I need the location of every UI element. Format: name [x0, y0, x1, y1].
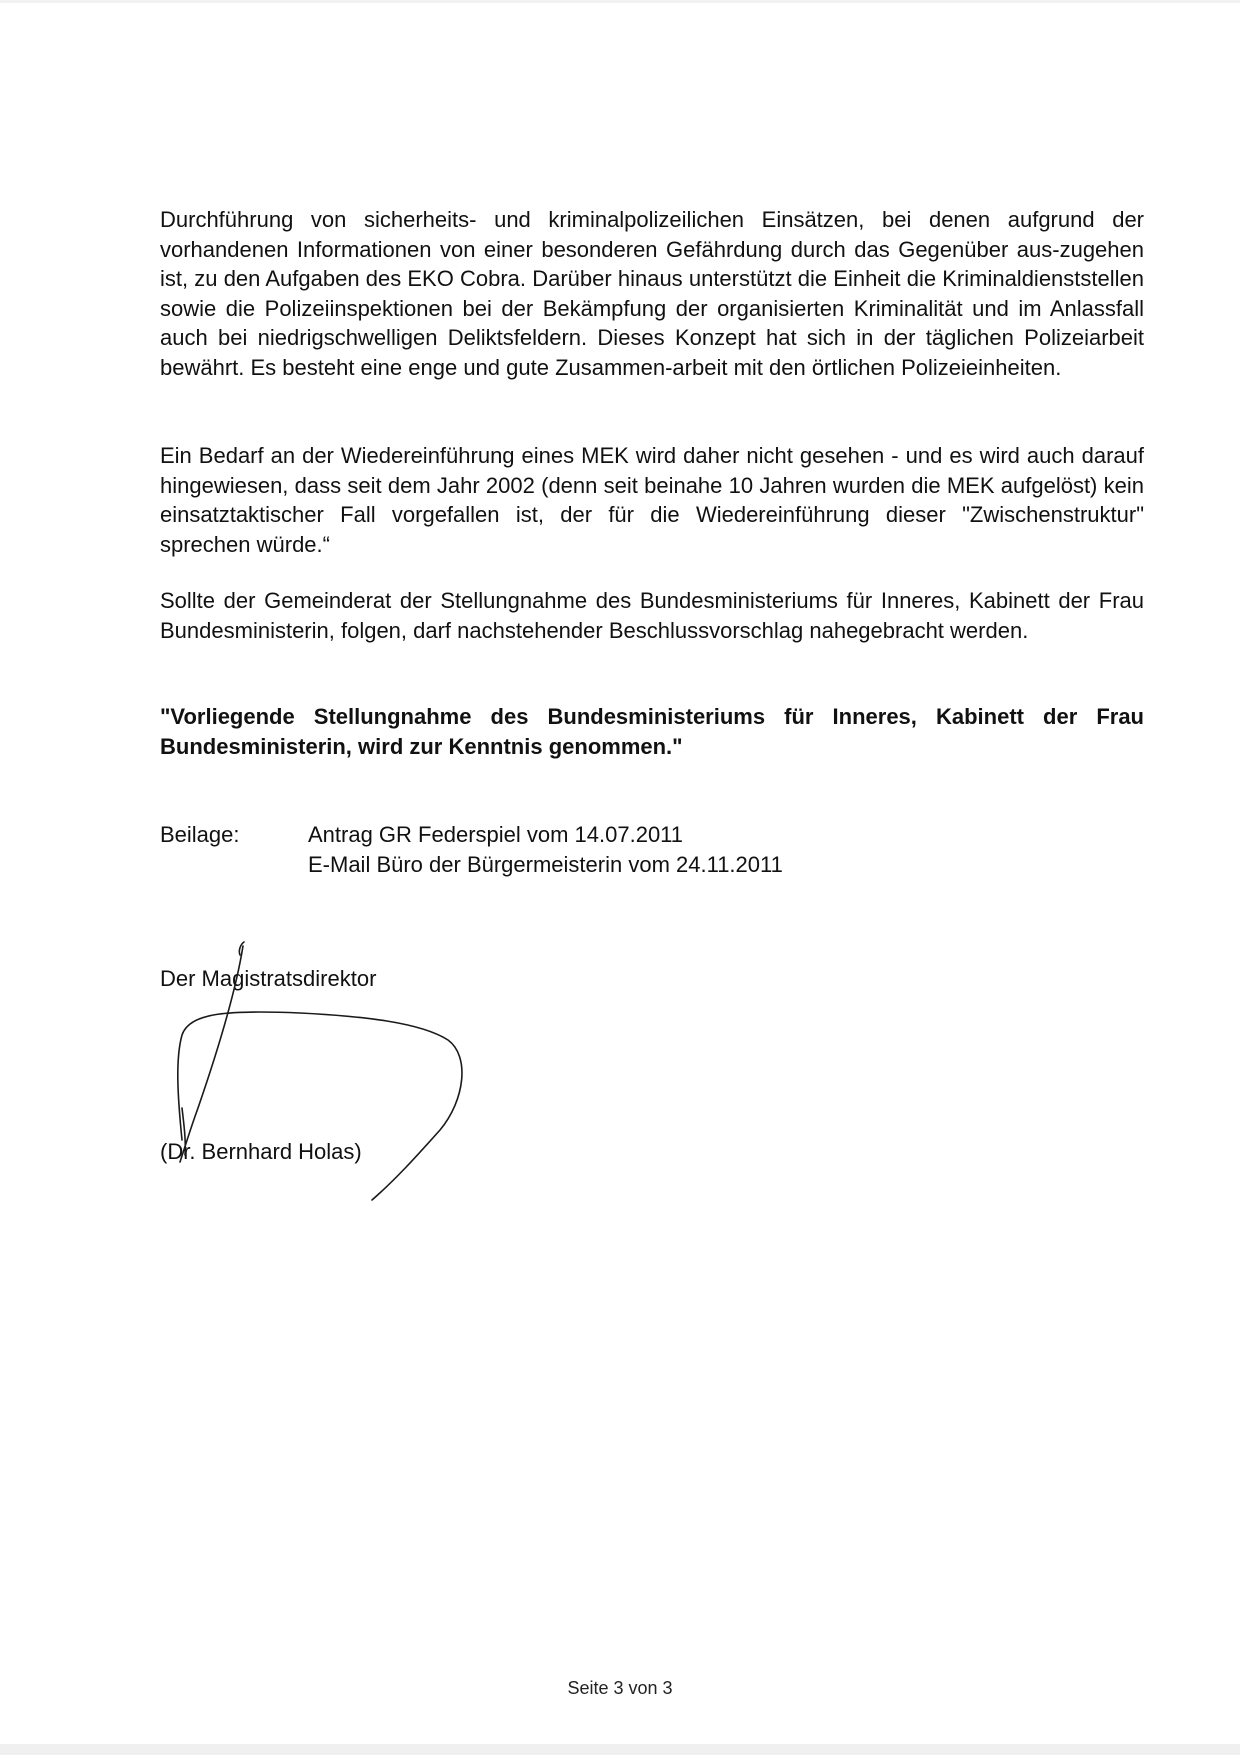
attachment-item: Antrag GR Federspiel vom 14.07.2011 [308, 822, 684, 847]
paragraph-eko-cobra-tasks: Durchführung von sicherheits- und kriminalpolizeilichen Einsätzen, bei denen aufgrund der vorhandenen Informationen von einer besonderen Gefährdung durch das Gegenüber aus-zugehen ist, zu den Aufgaben des EKO Cobra. Darüber hinaus unterstützt die Einheit die Kriminaldienststellen sowie die Polizeiinspektionen bei der Bekämpfung der organisierten Kriminalität und im Anlassfall auch bei niedrigschwelligen Deliktsfeldern. Dieses Konzept hat sich in der täglichen Polizeiarbeit bewährt. Es besteht eine enge und gute Zusammen-arbeit mit den örtlichen Polizeieinheiten. [160, 207, 1144, 380]
paragraph-mek-not-needed: Ein Bedarf an der Wiedereinführung eines MEK wird daher nicht gesehen - und es wird auch darauf hingewiesen, dass seit dem Jahr 2002 (denn seit beinahe 10 Jahren wurden die MEK aufgelöst) kein einsatztaktischer Fall vorgefallen ist, der für die Wiedereinführung dieser "Zwischenstruktur" sprechen würde.“ [160, 443, 1144, 557]
page-number-footer: Seite 3 von 3 [567, 1678, 673, 1698]
scan-edge-bottom [0, 1744, 1240, 1755]
paragraph-council-proposal: Sollte der Gemeinderat der Stellungnahme des Bundesministeriums für Inneres, Kabinett der Frau Bundesministerin, folgen, darf nachstehender Beschlussvorschlag nahegebracht werden. [160, 588, 1144, 643]
signatory-role: Der Magistratsdirektor [160, 966, 377, 991]
signatory-name: (Dr. Bernhard Holas) [160, 1139, 362, 1164]
attachments-list [308, 820, 783, 879]
attachments-label: Beilage: [160, 822, 240, 847]
resolution-proposal: "Vorliegende Stellungnahme des Bundesministeriums für Inneres, Kabinett der Frau Bundesministerin, wird zur Kenntnis genommen." [160, 704, 1144, 759]
attachment-item: E-Mail Büro der Bürgermeisterin vom 24.11.2011 [308, 851, 783, 877]
scan-edge-top [0, 0, 1240, 3]
